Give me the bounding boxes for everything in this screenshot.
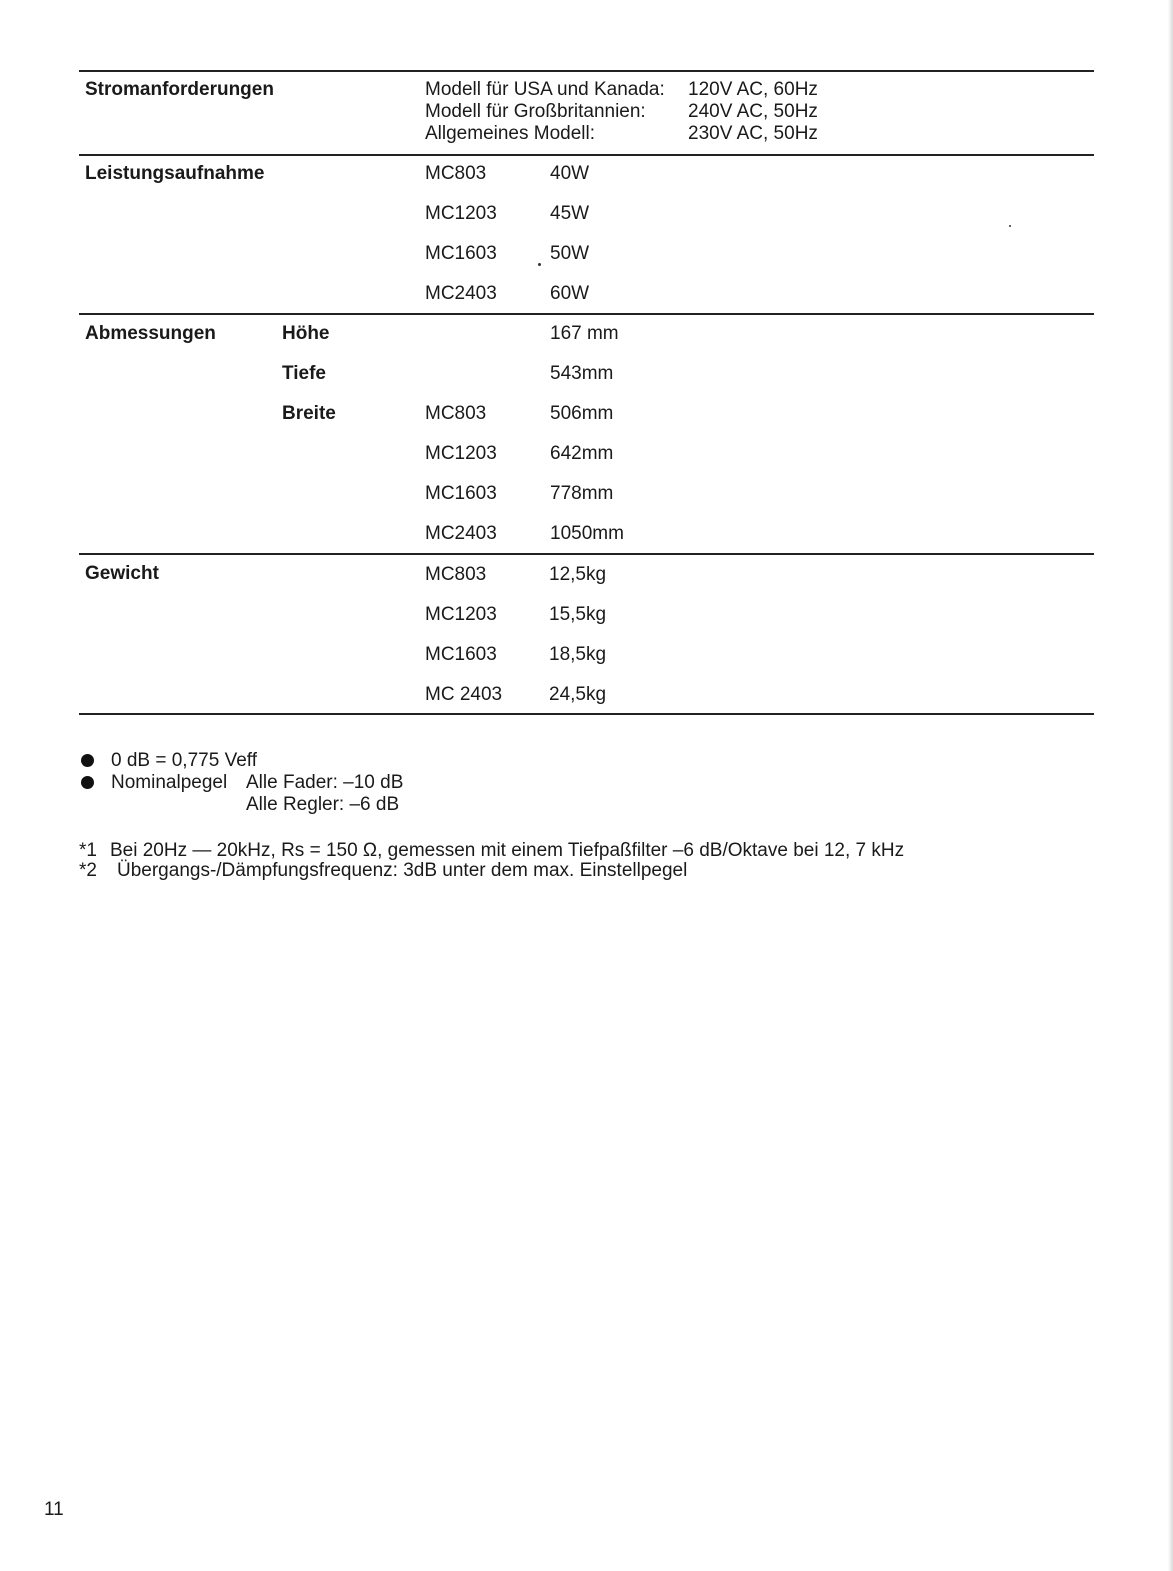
height-label: Höhe xyxy=(282,323,330,344)
width-value: 778mm xyxy=(550,483,614,504)
depth-value: 543mm xyxy=(550,363,614,384)
footnote-1: Bei 20Hz — 20kHz, Rs = 150 Ω, gemessen mit einem Tiefpaßfilter –6 dB/Oktave bei 12, 7 kHz xyxy=(110,840,905,861)
scan-speck xyxy=(538,263,541,266)
page-edge-shadow xyxy=(1168,0,1173,1571)
weight-model: MC803 xyxy=(425,564,487,585)
table-bottom-rule xyxy=(79,713,1094,715)
page-number: 11 xyxy=(44,1499,64,1520)
footnote-marker: *2 xyxy=(79,860,97,881)
power-cons-model: MC803 xyxy=(425,163,487,184)
power-cons-value: 60W xyxy=(550,283,590,304)
bullet-icon xyxy=(81,754,94,767)
weight-model: MC 2403 xyxy=(425,684,503,705)
footnote-2: Übergangs-/Dämpfungsfrequenz: 3dB unter dem max. Einstellpegel xyxy=(117,860,688,881)
width-model: MC803 xyxy=(425,403,487,424)
nominal-level-label: Nominalpegel xyxy=(111,772,228,793)
weight-model: MC1603 xyxy=(425,644,497,665)
width-value: 1050mm xyxy=(550,523,624,544)
weight-value: 15,5kg xyxy=(549,604,607,625)
bullet-icon xyxy=(81,776,94,789)
weight-value: 12,5kg xyxy=(549,564,607,585)
power-req-model-uk: Modell für Großbritannien: xyxy=(425,101,646,122)
power-requirements-label: Stromanforderungen xyxy=(85,79,274,100)
width-label: Breite xyxy=(282,403,336,424)
nominal-level-regler: Alle Regler: –6 dB xyxy=(246,794,400,815)
power-cons-model: MC1603 xyxy=(425,243,497,264)
scan-speck xyxy=(1009,225,1011,227)
weight-value: 24,5kg xyxy=(549,684,607,705)
power-cons-model: MC2403 xyxy=(425,283,497,304)
width-value: 642mm xyxy=(550,443,614,464)
height-value: 167 mm xyxy=(550,323,619,344)
power-req-value-general: 230V AC, 50Hz xyxy=(688,123,818,144)
power-req-model-general: Allgemeines Modell: xyxy=(425,123,596,144)
width-value: 506mm xyxy=(550,403,614,424)
power-req-model-usa: Modell für USA und Kanada: xyxy=(425,79,665,100)
power-cons-model: MC1203 xyxy=(425,203,497,224)
section-rule xyxy=(79,553,1094,555)
power-cons-value: 40W xyxy=(550,163,590,184)
power-cons-value: 50W xyxy=(550,243,590,264)
power-req-value-uk: 240V AC, 50Hz xyxy=(688,101,818,122)
section-rule xyxy=(79,154,1094,156)
section-rule xyxy=(79,313,1094,315)
width-model: MC1603 xyxy=(425,483,497,504)
nominal-level-fader: Alle Fader: –10 dB xyxy=(246,772,404,793)
width-model: MC1203 xyxy=(425,443,497,464)
dimensions-label: Abmessungen xyxy=(85,323,216,344)
weight-label: Gewicht xyxy=(85,563,159,584)
power-cons-value: 45W xyxy=(550,203,590,224)
depth-label: Tiefe xyxy=(282,363,327,384)
width-model: MC2403 xyxy=(425,523,497,544)
table-top-rule xyxy=(79,70,1094,72)
footnote-marker: *1 xyxy=(79,840,97,861)
reference-level-note: 0 dB = 0,775 Veff xyxy=(111,750,257,771)
power-req-value-usa: 120V AC, 60Hz xyxy=(688,79,818,100)
weight-model: MC1203 xyxy=(425,604,497,625)
weight-value: 18,5kg xyxy=(549,644,607,665)
power-consumption-label: Leistungsaufnahme xyxy=(85,163,265,184)
